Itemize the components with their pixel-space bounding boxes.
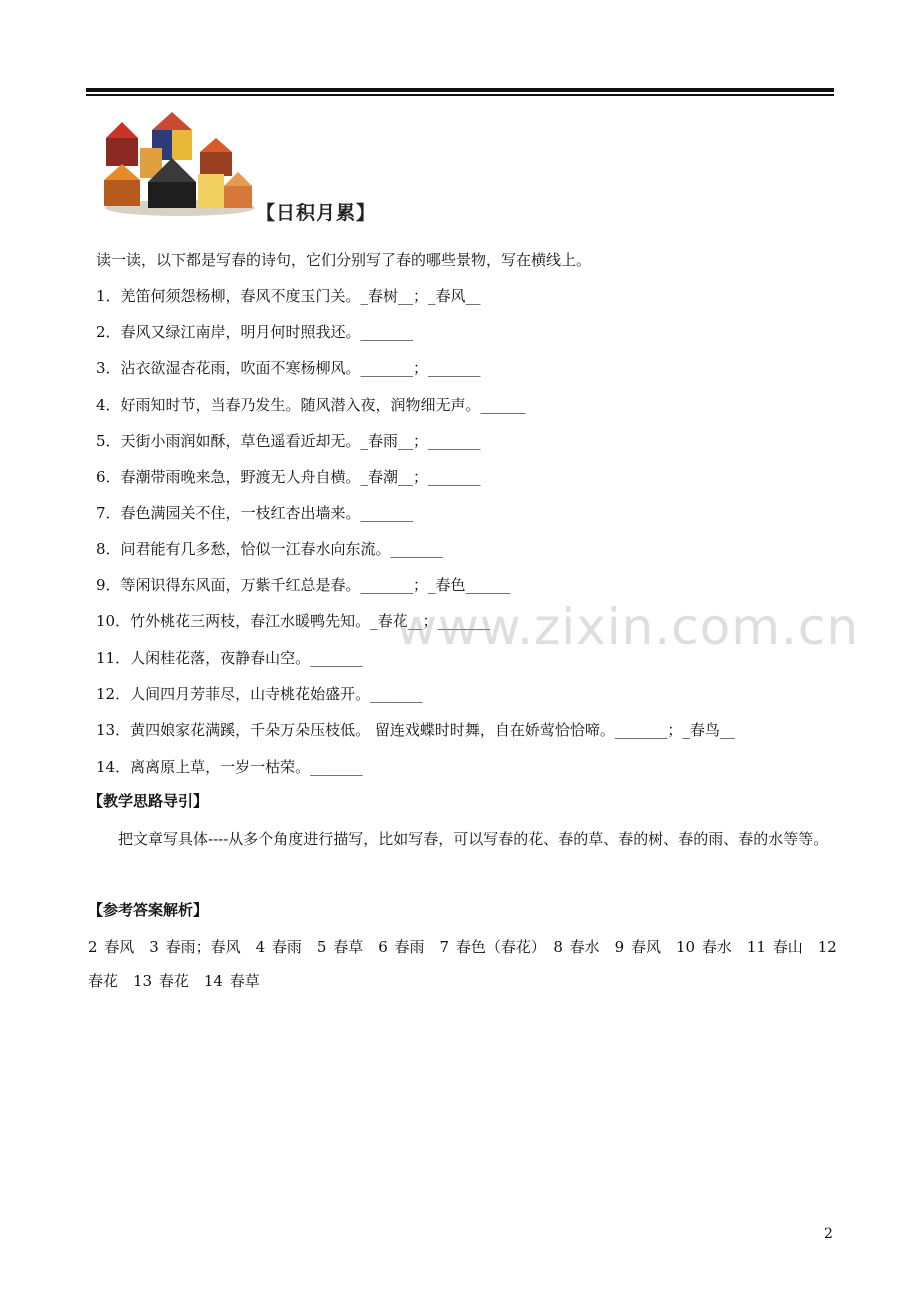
question-item: 11．人闲桂花落，夜静春山空。_______ (96, 649, 363, 667)
question-item: 14．离离原上草，一岁一枯荣。_______ (96, 758, 363, 776)
instructions: 读一读，以下都是写春的诗句，它们分别写了春的哪些景物，写在横线上。 (96, 251, 592, 269)
question-item: 9．等闲识得东风面，万紫千红总是春。_______；_春色______ (96, 576, 511, 594)
question-item: 3．沾衣欲湿杏花雨，吹面不寒杨柳风。_______；_______ (96, 359, 481, 377)
answers-text: 2 春风 3 春雨；春风 4 春雨 5 春草 6 春雨 7 春色（春花） 8 春水 9 春风 10 春水 11 春山 12 春花 13 春花 14 春草 (88, 938, 837, 990)
question-item: 12．人间四月芳菲尽，山寺桃花始盛开。_______ (96, 685, 423, 703)
header-rule-thick (86, 88, 834, 92)
page-number: 2 (824, 1226, 833, 1242)
building-blocks-illustration (100, 108, 260, 218)
watermark: www.zixin.com.cn (396, 598, 860, 656)
question-item: 1．羌笛何须怨杨柳，春风不度玉门关。_春树__；_春风__ (96, 287, 481, 305)
question-item: 4．好雨知时节，当春乃发生。随风潜入夜，润物细无声。______ (96, 396, 526, 414)
section-label: 【日积月累】 (256, 202, 377, 224)
question-item: 7．春色满园关不住，一枝红杏出墙来。_______ (96, 504, 414, 522)
question-item: 6．春潮带雨晚来急，野渡无人舟自横。_春潮__；_______ (96, 468, 481, 486)
answers-heading: 【参考答案解析】 (88, 901, 209, 919)
question-item: 5．天街小雨润如酥，草色遥看近却无。_春雨__；_______ (96, 432, 481, 450)
question-item: 2．春风又绿江南岸，明月何时照我还。_______ (96, 323, 414, 341)
guide-paragraph: 把文章写具体----从多个角度进行描写，比如写春，可以写春的花、春的草、春的树、春的雨、春的水等等。 (118, 830, 829, 848)
guide-heading: 【教学思路导引】 (88, 792, 209, 810)
header-rule-thin (86, 94, 834, 96)
question-item: 10．竹外桃花三两枝，春江水暖鸭先知。_春花__；_______ (96, 612, 491, 630)
question-item: 8．问君能有几多愁，恰似一江春水向东流。_______ (96, 540, 444, 558)
question-item: 13．黄四娘家花满蹊，千朵万朵压枝低。 留连戏蝶时时舞，自在娇莺恰恰啼。_______；_春鸟__ (96, 721, 735, 739)
